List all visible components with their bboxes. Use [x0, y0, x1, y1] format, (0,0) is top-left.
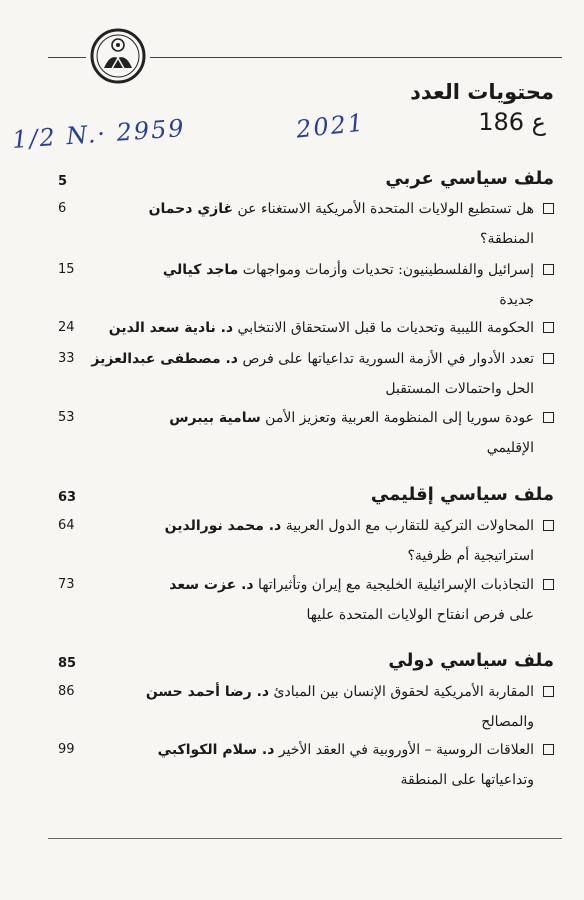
entry-title: عودة سوريا إلى المنظومة العربية وتعزيز الأمن: [260, 410, 534, 426]
issue-number: ع 186: [478, 108, 546, 136]
entry-title-continued: والمصالح: [481, 714, 534, 730]
entry-author: د. عزت سعد: [169, 577, 254, 593]
entry-page-number: 86: [58, 684, 75, 699]
entry-title: إسرائيل والفلسطينيون: تحديات وأزمات ومواجهات: [238, 262, 534, 278]
entry-page-number: 33: [58, 351, 75, 366]
entry-author: د. محمد نورالدين: [164, 518, 282, 534]
entry-page-number: 24: [58, 320, 75, 335]
section-page-number: 63: [58, 490, 77, 505]
header-rule-right: [150, 57, 562, 58]
checkbox-bullet-icon: [543, 520, 554, 531]
header-rule-left: [48, 57, 86, 58]
entry-title-continued: الحل واحتمالات المستقبل: [385, 381, 534, 397]
entry-author: د. نادية سعد الدين: [108, 320, 234, 336]
section-heading: ملف سياسي دولي: [388, 650, 554, 671]
entry-title-continued: على فرص انفتاح الولايات المتحدة عليها: [306, 607, 534, 623]
handwritten-reference: 1/2 N.· 2959: [11, 113, 187, 155]
checkbox-bullet-icon: [543, 203, 554, 214]
footer-rule: [48, 838, 562, 839]
entry-author: د. مصطفى عبدالعزيز: [91, 351, 238, 367]
entry-title: العلاقات الروسية – الأوروبية في العقد الأخير: [274, 742, 534, 758]
entry-title-continued: استراتيجية أم ظرفية؟: [407, 548, 534, 564]
handwritten-year: 2021: [294, 108, 367, 144]
page-title: محتويات العدد: [410, 80, 554, 104]
checkbox-bullet-icon: [543, 579, 554, 590]
entry-author: ماجد كيالي: [162, 262, 239, 278]
checkbox-bullet-icon: [543, 353, 554, 364]
entry-title-continued: المنطقة؟: [480, 231, 534, 247]
entry-title: المقاربة الأمريكية لحقوق الإنسان بين المبادئ: [269, 684, 534, 700]
entry-title: التجاذبات الإسرائيلية الخليجية مع إيران وتأثيراتها: [253, 577, 534, 593]
entry-page-number: 6: [58, 201, 67, 216]
section-heading: ملف سياسي إقليمي: [370, 484, 554, 505]
checkbox-bullet-icon: [543, 412, 554, 423]
section-page-number: 5: [58, 174, 68, 189]
entry-author: د. سلام الكواكبي: [157, 742, 275, 758]
entry-author: د. رضا أحمد حسن: [145, 684, 270, 700]
entry-title: تعدد الأدوار في الأزمة السورية تداعياتها على فرص: [238, 351, 534, 367]
entry-page-number: 15: [58, 262, 75, 277]
entry-title: المحاولات التركية للتقارب مع الدول العربية: [281, 518, 534, 534]
entry-title-continued: جديدة: [499, 292, 534, 308]
checkbox-bullet-icon: [543, 322, 554, 333]
checkbox-bullet-icon: [543, 686, 554, 697]
entry-title: هل تستطيع الولايات المتحدة الأمريكية الاستغناء عن: [233, 201, 534, 217]
entry-page-number: 73: [58, 577, 75, 592]
checkbox-bullet-icon: [543, 264, 554, 275]
entry-title-continued: الإقليمي: [486, 440, 534, 456]
emblem-logo-icon: [90, 28, 146, 84]
entry-title-continued: وتداعياتها على المنطقة: [400, 772, 534, 788]
section-heading: ملف سياسي عربي: [385, 168, 554, 189]
entry-page-number: 53: [58, 410, 75, 425]
checkbox-bullet-icon: [543, 744, 554, 755]
entry-title: الحكومة الليبية وتحديات ما قبل الاستحقاق الانتخابي: [233, 320, 534, 336]
entry-author: سامية بيبرس: [169, 410, 261, 426]
entry-page-number: 64: [58, 518, 75, 533]
entry-page-number: 99: [58, 742, 75, 757]
section-page-number: 85: [58, 656, 77, 671]
entry-author: غازي دحمان: [148, 201, 234, 217]
